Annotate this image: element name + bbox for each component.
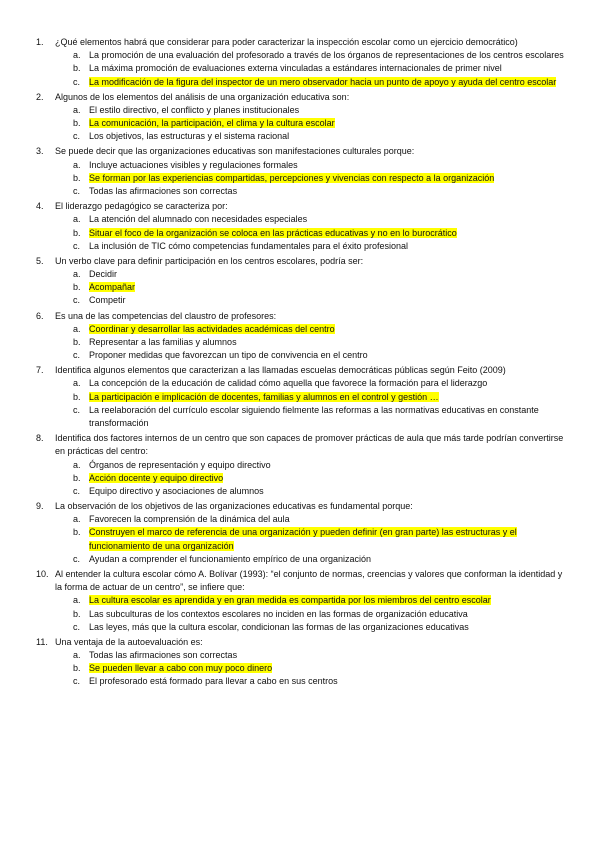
option-text: La cultura escolar es aprendida y en gran medida es compartida por los miembros del centro escolar xyxy=(89,595,491,606)
answer-option xyxy=(36,513,564,526)
option-letter: a. xyxy=(73,104,81,115)
question-text: Al entender la cultura escolar cómo A. Bolívar (1993): “el conjunto de normas, creencias y valores que conforman la identidad y la forma de actuar de un centro”, se infiere que: xyxy=(55,568,563,593)
question-stem xyxy=(36,432,564,458)
option-letter: c. xyxy=(73,553,81,564)
question-text: Una ventaja de la autoevaluación es: xyxy=(55,636,203,647)
answer-option xyxy=(36,159,564,172)
question-number: 5. xyxy=(36,255,44,266)
option-letter: a. xyxy=(73,459,81,470)
question-stem xyxy=(36,255,564,268)
question-text: Un verbo clave para definir participación en los centros escolares, podría ser: xyxy=(55,255,364,266)
option-letter: b. xyxy=(73,336,81,347)
question-text: El liderazgo pedagógico se caracteriza por: xyxy=(55,201,228,212)
answer-option-highlighted xyxy=(36,594,564,607)
option-letter: c. xyxy=(73,295,81,306)
option-letter: a. xyxy=(73,50,81,61)
answer-option xyxy=(36,377,564,390)
question-item xyxy=(36,500,564,566)
option-text: La concepción de la educación de calidad cómo aquella que favorece la formación para el liderazgo xyxy=(89,378,488,389)
answer-option-highlighted xyxy=(36,172,564,185)
option-letter: a. xyxy=(73,214,81,225)
question-item xyxy=(36,36,564,89)
answer-option-highlighted xyxy=(36,323,564,336)
answer-option xyxy=(36,240,564,253)
option-letter: c. xyxy=(73,350,81,361)
option-text: Decidir xyxy=(89,269,118,280)
option-letter: c. xyxy=(73,676,81,687)
option-text: El profesorado está formado para llevar a cabo en sus centros xyxy=(89,676,338,687)
option-letter: c. xyxy=(73,131,81,142)
answer-option xyxy=(36,485,564,498)
option-letter: b. xyxy=(73,118,81,129)
option-letter: c. xyxy=(73,485,81,496)
option-letter: b. xyxy=(73,227,81,238)
option-text: Acompañar xyxy=(89,282,136,293)
question-item xyxy=(36,145,564,198)
answer-option xyxy=(36,349,564,362)
answer-option-highlighted xyxy=(36,662,564,675)
question-stem xyxy=(36,36,564,49)
question-stem xyxy=(36,310,564,323)
answer-option xyxy=(36,675,564,688)
question-text: La observación de los objetivos de las organizaciones educativas es fundamental porque: xyxy=(55,501,413,512)
question-item xyxy=(36,364,564,430)
question-item xyxy=(36,91,564,144)
option-text: La participación e implicación de docentes, familias y alumnos en el control y gestión … xyxy=(89,391,439,402)
option-text: Se forman por las experiencias compartidas, percepciones y vivencias con respecto a la organización xyxy=(89,172,495,183)
answer-option-highlighted xyxy=(36,227,564,240)
option-letter: a. xyxy=(73,514,81,525)
option-letter: a. xyxy=(73,159,81,170)
option-text: La comunicación, la participación, el clima y la cultura escolar xyxy=(89,118,335,129)
option-text: Las leyes, más que la cultura escolar, condicionan las formas de las organizaciones educativas xyxy=(89,621,469,632)
option-text: Las subculturas de los contextos escolares no inciden en las formas de organización educativa xyxy=(89,608,468,619)
option-text: Acción docente y equipo directivo xyxy=(89,472,224,483)
option-text: Proponer medidas que favorezcan un tipo de convivencia en el centro xyxy=(89,350,368,361)
option-letter: b. xyxy=(73,391,81,402)
answer-option xyxy=(36,553,564,566)
option-text: La reelaboración del currículo escolar siguiendo fielmente las reformas a las normativas educativas en constante transformación xyxy=(89,404,539,429)
option-letter: b. xyxy=(73,472,81,483)
option-text: Incluye actuaciones visibles y regulaciones formales xyxy=(89,159,298,170)
question-stem xyxy=(36,636,564,649)
option-text: Todas las afirmaciones son correctas xyxy=(89,650,238,661)
option-text: Equipo directivo y asociaciones de alumnos xyxy=(89,485,264,496)
option-text: Competir xyxy=(89,295,126,306)
question-text: Es una de las competencias del claustro de profesores: xyxy=(55,310,277,321)
option-letter: c. xyxy=(73,76,81,87)
option-text: El estilo directivo, el conflicto y planes institucionales xyxy=(89,104,300,115)
option-letter: a. xyxy=(73,323,81,334)
option-text: Todas las afirmaciones son correctas xyxy=(89,186,238,197)
option-letter: c. xyxy=(73,240,81,251)
option-letter: b. xyxy=(73,527,81,538)
answer-option-highlighted xyxy=(36,281,564,294)
option-text: Construyen el marco de referencia de una organización y pueden definir (en gran parte) las estructuras y el funcionamiento de una organización xyxy=(89,527,517,551)
question-text: Se puede decir que las organizaciones educativas son manifestaciones culturales porque: xyxy=(55,146,415,157)
answer-option xyxy=(36,104,564,117)
answer-option-highlighted xyxy=(36,391,564,404)
answer-option xyxy=(36,294,564,307)
question-item xyxy=(36,568,564,634)
answer-option-highlighted xyxy=(36,117,564,130)
question-number: 3. xyxy=(36,146,44,157)
question-text: ¿Qué elementos habrá que considerar para poder caracterizar la inspección escolar como un ejercicio democrático) xyxy=(55,37,518,47)
option-text: Situar el foco de la organización se coloca en las prácticas educativas y no en lo burocrático xyxy=(89,227,457,238)
answer-option xyxy=(36,130,564,143)
option-text: La modificación de la figura del inspector de un mero observador hacia un punto de apoyo y ayuda del centro escolar xyxy=(89,76,557,87)
question-number: 4. xyxy=(36,201,44,212)
option-letter: a. xyxy=(73,595,81,606)
option-text: Órganos de representación y equipo directivo xyxy=(89,459,271,470)
option-letter: a. xyxy=(73,378,81,389)
answer-option xyxy=(36,268,564,281)
option-letter: b. xyxy=(73,282,81,293)
question-item xyxy=(36,432,564,498)
option-text: Ayudan a comprender el funcionamiento empírico de una organización xyxy=(89,553,372,564)
option-letter: b. xyxy=(73,172,81,183)
question-item xyxy=(36,255,564,308)
question-stem xyxy=(36,200,564,213)
answer-option-highlighted xyxy=(36,526,564,552)
option-letter: b. xyxy=(73,63,81,74)
question-number: 1. xyxy=(36,37,44,47)
option-text: Se pueden llevar a cabo con muy poco dinero xyxy=(89,663,273,674)
question-text: Algunos de los elementos del análisis de una organización educativa son: xyxy=(55,91,350,102)
answer-option xyxy=(36,621,564,634)
option-text: Favorecen la comprensión de la dinámica del aula xyxy=(89,514,290,525)
question-stem xyxy=(36,91,564,104)
question-number: 11. xyxy=(36,636,48,647)
question-stem xyxy=(36,500,564,513)
question-item xyxy=(36,636,564,689)
question-item xyxy=(36,200,564,253)
question-number: 2. xyxy=(36,91,44,102)
answer-option-highlighted xyxy=(36,472,564,485)
option-letter: b. xyxy=(73,663,81,674)
question-item xyxy=(36,310,564,363)
option-text: La promoción de una evaluación del profesorado a través de los órganos de representaciones de los centros escolares xyxy=(89,50,564,61)
question-text: Identifica dos factores internos de un centro que son capaces de promover prácticas de aula que más tarde podrían convertirse en prácticas del centro: xyxy=(55,433,564,457)
question-stem xyxy=(36,364,564,377)
answer-option xyxy=(36,49,564,62)
option-text: Representar a las familias y alumnos xyxy=(89,336,237,347)
answer-option xyxy=(36,213,564,226)
answer-option xyxy=(36,185,564,198)
answer-option xyxy=(36,404,564,430)
option-letter: c. xyxy=(73,621,81,632)
answer-option-highlighted xyxy=(36,76,564,89)
question-number: 10. xyxy=(36,568,49,579)
option-text: Coordinar y desarrollar las actividades académicas del centro xyxy=(89,323,335,334)
question-number: 8. xyxy=(36,433,44,444)
answer-option xyxy=(36,649,564,662)
answer-option xyxy=(36,336,564,349)
option-text: Los objetivos, las estructuras y el sistema racional xyxy=(89,131,290,142)
option-text: La inclusión de TIC cómo competencias fundamentales para el éxito profesional xyxy=(89,240,409,251)
option-letter: c. xyxy=(73,186,81,197)
answer-option xyxy=(36,62,564,75)
option-letter: a. xyxy=(73,650,81,661)
answer-option xyxy=(36,459,564,472)
question-number: 6. xyxy=(36,310,44,321)
option-text: La atención del alumnado con necesidades especiales xyxy=(89,214,308,225)
question-number: 9. xyxy=(36,501,44,512)
question-text: Identifica algunos elementos que caracterizan a las llamadas escuelas democráticas públicas según Feito (2009) xyxy=(55,365,506,376)
question-number: 7. xyxy=(36,365,44,376)
question-stem xyxy=(36,145,564,158)
option-text: La máxima promoción de evaluaciones externa vinculadas a estándares internacionales de primer nivel xyxy=(89,63,502,74)
option-letter: a. xyxy=(73,269,81,280)
option-letter: b. xyxy=(73,608,81,619)
question-list xyxy=(36,36,564,689)
option-letter: c. xyxy=(73,404,81,415)
question-stem xyxy=(36,568,564,594)
answer-option xyxy=(36,608,564,621)
